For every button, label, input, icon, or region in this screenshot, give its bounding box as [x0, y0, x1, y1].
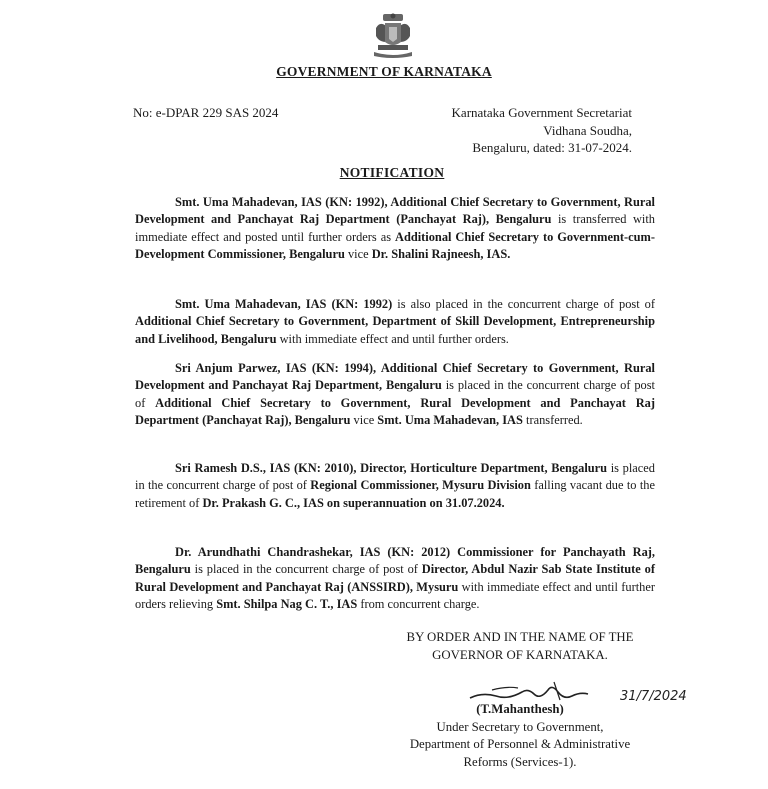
notification-paragraph-4 [135, 460, 655, 512]
notification-paragraph-1 [135, 194, 655, 264]
officer-details: Sri Anjum Parwez, IAS (KN: 1994), Additional Chief Secretary to Government, Rural Development and Panchayat Raj Department, Bengaluru [135, 361, 655, 393]
paragraph-text: is also placed in the concurrent charge of post of [392, 297, 656, 311]
officer-details: Dr. Arundhathi Chandrashekar, IAS (KN: 2012) Commissioner for Panchayath Raj, Bengaluru [135, 545, 655, 577]
signatory-section: Reforms (Services-1). [463, 754, 577, 769]
karnataka-state-emblem-icon [368, 12, 418, 60]
signatory-block [392, 701, 648, 771]
replaced-officer: Smt. Uma Mahadevan, IAS [377, 413, 523, 428]
paragraph-text: from concurrent charge. [357, 597, 480, 612]
retiring-officer: Dr. Prakash G. C., IAS on superannuation on 31.07.2024. [202, 495, 505, 510]
officer-details: Sri Ramesh D.S., IAS (KN: 2010), Director, Horticulture Department, Bengaluru [175, 461, 608, 475]
paragraph-text: vice [344, 247, 372, 262]
concurrent-post: Additional Chief Secretary to Government, Rural Development and Panchayat Raj Department (Panchayat Raj), Bengaluru [135, 395, 655, 428]
concurrent-post: Regional Commissioner, Mysuru Division [310, 478, 531, 493]
signature-date: 31/7/2024 [620, 689, 687, 704]
notification-paragraph-2 [135, 296, 655, 348]
issuing-office-address [452, 104, 632, 157]
concurrent-post: Director, Abdul Nazir Sab State Institute of Rural Development and Panchayat Raj (ANSSIRD), Mysuru [135, 562, 655, 594]
paragraph-text: is placed in the concurrent charge of post of [190, 562, 422, 577]
address-line: Vidhana Soudha, [543, 122, 632, 138]
officer-details: Smt. Uma Mahadevan, IAS (KN: 1992) [175, 297, 393, 311]
replaced-officer: Dr. Shalini Rajneesh, IAS. [371, 247, 511, 262]
signatory-designation: Under Secretary to Government, [436, 719, 604, 734]
paragraph-text: is transferred with immediate effect and posted until further orders as [135, 212, 655, 244]
issue-date-line: Bengaluru, dated: 31-07-2024. [472, 140, 632, 155]
paragraph-text: is placed in the concurrent charge of post of [135, 461, 655, 493]
notification-paragraph-5 [135, 544, 655, 614]
paragraph-text: falling vacant due to the retirement of [135, 478, 655, 510]
reference-number: No: e-DPAR 229 SAS 2024 [133, 105, 279, 120]
new-post: Additional Chief Secretary to Government-cum-Development Commissioner, Bengaluru [135, 229, 655, 262]
closing-line: BY ORDER AND IN THE NAME OF THE [406, 630, 634, 644]
address-line: Karnataka Government Secretariat [451, 105, 632, 120]
government-title: GOVERNMENT OF KARNATAKA [276, 64, 492, 79]
notification-paragraph-3 [135, 360, 655, 430]
relieved-officer: Smt. Shilpa Nag C. T., IAS [216, 597, 358, 612]
signatory-name: (T.Mahanthesh) [476, 702, 564, 716]
paragraph-text: with immediate effect and until further orders relieving [135, 579, 655, 612]
paragraph-text: with immediate effect and until further orders. [276, 331, 509, 346]
order-closing [392, 629, 648, 664]
officer-details: Smt. Uma Mahadevan, IAS (KN: 1992), Additional Chief Secretary to Government, Rural Development and Panchayat Raj Department (Panchayat Raj), Bengaluru [135, 195, 655, 227]
closing-line: GOVERNOR OF KARNATAKA. [432, 647, 608, 662]
concurrent-post: Additional Chief Secretary to Government, Department of Skill Development, Entrepreneurship and Livelihood, Bengaluru [135, 314, 655, 346]
signatory-department: Department of Personnel & Administrative [409, 737, 631, 751]
paragraph-text: vice [350, 413, 378, 428]
paragraph-text: transferred. [522, 413, 583, 428]
notification-heading: NOTIFICATION [339, 165, 445, 180]
paragraph-text: is placed in the concurrent charge of post of [135, 378, 655, 410]
